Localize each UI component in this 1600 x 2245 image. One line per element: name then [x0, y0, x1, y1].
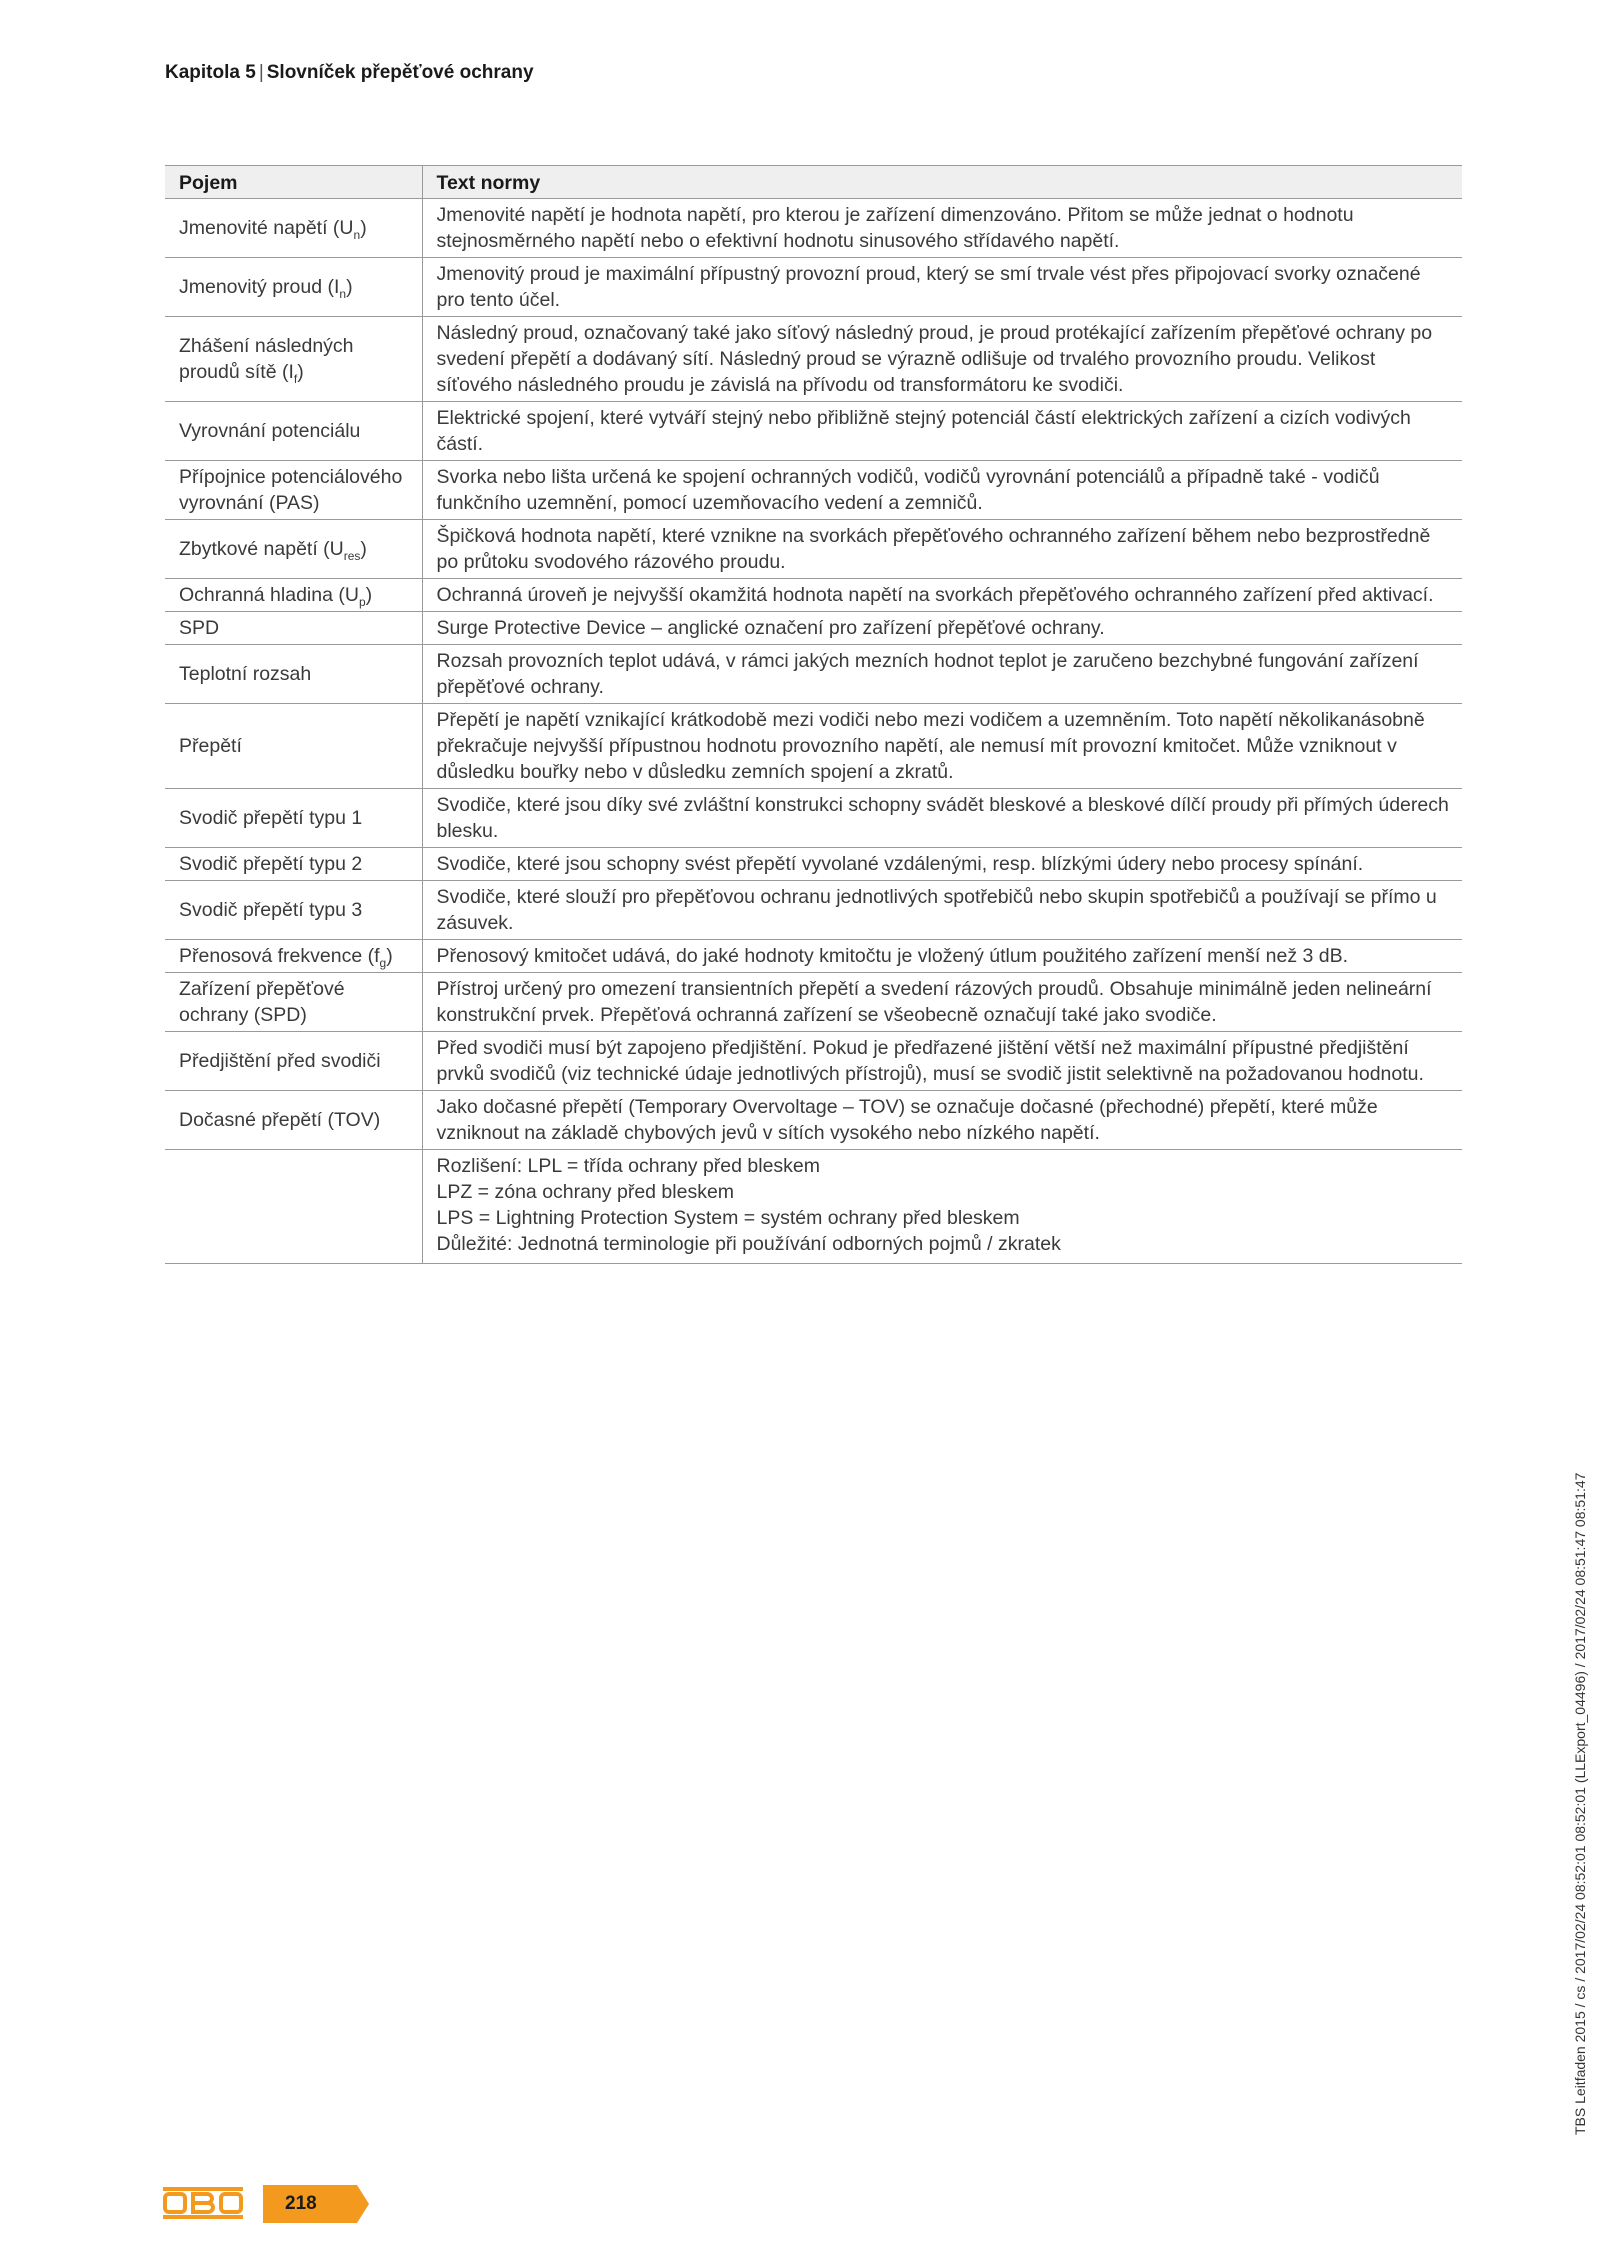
term-suffix: )	[365, 584, 373, 606]
term-text: Svodič přepětí typu 2	[179, 853, 363, 875]
chapter-header	[165, 62, 534, 84]
term-cell	[165, 402, 422, 461]
definition-cell: Svorka nebo lišta určená ke spojení ochranných vodičů, vodičů vyrovnání potenciálů a případně také - vodičů funkčního uzemnění, pomocí uzemňovacího vedení a zemničů.	[422, 461, 1462, 520]
column-header-term: Pojem	[165, 166, 422, 199]
term-cell	[165, 940, 422, 973]
term-text: Vyrovnání potenciálu	[179, 420, 361, 442]
term-text: Jmenovitý proud (I	[179, 276, 340, 298]
term-cell	[165, 645, 422, 704]
term-text: Přípojnice potenciálového vyrovnání (PAS)	[179, 466, 403, 514]
term-text: Jmenovité napětí (U	[179, 217, 354, 239]
notes-cell	[422, 1150, 1462, 1264]
term-text: Ochranná hladina (U	[179, 584, 359, 606]
term-cell	[165, 317, 422, 402]
term-subscript: p	[358, 594, 366, 609]
term-suffix: )	[346, 276, 353, 298]
table-row	[165, 317, 1462, 402]
term-text: Přenosová frekvence (f	[179, 945, 380, 967]
term-subscript: g	[379, 955, 387, 970]
term-cell	[165, 789, 422, 848]
definition-cell: Před svodiči musí být zapojeno předjištění. Pokud je předřazené jištění větší než maximální přípustné předjištění prvků svodičů (viz technické údaje jednotlivých přístrojů), musí se svodič jistit selektivně na požadovanou hodnotu.	[422, 1032, 1462, 1091]
definition-cell: Svodiče, které slouží pro přepěťovou ochranu jednotlivých spotřebičů nebo skupin spotřebičů a používají se přímo u zásuvek.	[422, 881, 1462, 940]
definition-cell: Elektrické spojení, které vytváří stejný nebo přibližně stejný potenciál částí elektrických zařízení a cizích vodivých částí.	[422, 402, 1462, 461]
term-suffix: )	[360, 217, 367, 239]
definition-cell: Přepětí je napětí vznikající krátkodobě mezi vodiči nebo mezi vodičem a uzemněním. Toto napětí několikanásobně překračuje nejvyšší přípustnou hodnotu provozního napětí, ale nemusí mít provozní kmitočet. Může vzniknout v důsledku bouřky nebo v důsledku zemních spojení a zkratů.	[422, 704, 1462, 789]
empty-term-cell	[165, 1150, 422, 1264]
definition-cell: Jmenovitý proud je maximální přípustný provozní proud, který se smí trvale vést přes připojovací svorky označené pro tento účel.	[422, 258, 1462, 317]
chapter-title: Slovníček přepěťové ochrany	[266, 62, 534, 83]
glossary-table	[165, 165, 1462, 1264]
note-line: LPS = Lightning Protection System = systém ochrany před bleskem	[436, 1207, 1020, 1229]
term-cell	[165, 579, 422, 612]
term-cell	[165, 612, 422, 645]
table-row	[165, 461, 1462, 520]
notes-row	[165, 1150, 1462, 1264]
term-suffix: )	[386, 945, 393, 967]
term-text: Teplotní rozsah	[179, 663, 312, 685]
table-row	[165, 579, 1462, 612]
term-cell	[165, 461, 422, 520]
table-row	[165, 789, 1462, 848]
term-text: Zařízení přepěťové ochrany (SPD)	[179, 978, 345, 1026]
obo-logo	[163, 2187, 243, 2219]
table-row	[165, 645, 1462, 704]
term-text: Dočasné přepětí (TOV)	[179, 1109, 381, 1131]
term-cell	[165, 1032, 422, 1091]
term-cell	[165, 258, 422, 317]
term-subscript: res	[343, 548, 361, 563]
header-separator: |	[258, 62, 264, 83]
definition-cell: Rozsah provozních teplot udává, v rámci jakých mezních hodnot teplot je zaručeno bezchybné fungování zařízení přepěťové ochrany.	[422, 645, 1462, 704]
table-row	[165, 258, 1462, 317]
term-cell	[165, 881, 422, 940]
note-line: LPZ = zóna ochrany před bleskem	[436, 1181, 735, 1203]
term-text: Svodič přepětí typu 1	[179, 807, 363, 829]
note-line: Důležité: Jednotná terminologie při používání odborných pojmů / zkratek	[436, 1233, 1061, 1255]
definition-cell: Přístroj určený pro omezení transientních přepětí a svedení rázových proudů. Obsahuje minimálně jeden nelineární konstrukční prvek. Přepěťová ochranná zařízení se všeobecně označují také jako svodiče.	[422, 973, 1462, 1032]
term-subscript: n	[353, 227, 361, 242]
term-subscript: f	[293, 371, 298, 386]
table-row	[165, 704, 1462, 789]
definition-cell: Jmenovité napětí je hodnota napětí, pro kterou je zařízení dimenzováno. Přitom se může jednat o hodnotu stejnosměrného napětí nebo o efektivní hodnotu sinusového střídavého napětí.	[422, 199, 1462, 258]
definition-cell: Svodiče, které jsou schopny svést přepětí vyvolané vzdálenými, resp. blízkými údery nebo procesy spínání.	[422, 848, 1462, 881]
term-cell	[165, 704, 422, 789]
table-row	[165, 1091, 1462, 1150]
table-row	[165, 940, 1462, 973]
note-line: Rozlišení: LPL = třída ochrany před bleskem	[436, 1155, 821, 1177]
term-text: SPD	[179, 617, 220, 639]
term-subscript: n	[339, 286, 347, 301]
table-row	[165, 848, 1462, 881]
term-text: Svodič přepětí typu 3	[179, 899, 363, 921]
table-row	[165, 402, 1462, 461]
table-row	[165, 199, 1462, 258]
term-suffix: )	[297, 361, 304, 383]
definition-cell: Špičková hodnota napětí, které vznikne na svorkách přepěťového ochranného zařízení během nebo bezprostředně po průtoku svodového rázového proudu.	[422, 520, 1462, 579]
table-row	[165, 881, 1462, 940]
term-text: Předjištění před svodiči	[179, 1050, 381, 1072]
definition-cell: Svodiče, které jsou díky své zvláštní konstrukci schopny svádět bleskové a bleskové dílčí proudy při přímých úderech blesku.	[422, 789, 1462, 848]
term-text: Zbytkové napětí (U	[179, 538, 344, 560]
definition-cell: Následný proud, označovaný také jako síťový následný proud, je proud protékající zařízením přepěťové ochrany po svedení přepětí a dodávaný sítí. Následný proud se výrazně odlišuje od trvalého provozního proudu. Velikost síťového následného proudu je závislá na přívodu od transformátoru ke svodiči.	[422, 317, 1462, 402]
term-cell	[165, 1091, 422, 1150]
table-header-row	[165, 166, 1462, 199]
definition-cell: Jako dočasné přepětí (Temporary Overvoltage – TOV) se označuje dočasné (přechodné) přepětí, které může vzniknout na základě chybových jevů v sítích vysokého nebo nízkého napětí.	[422, 1091, 1462, 1150]
definition-cell: Přenosový kmitočet udává, do jaké hodnoty kmitočtu je vložený útlum použitého zařízení menší než 3 dB.	[422, 940, 1462, 973]
term-text: Přepětí	[179, 735, 242, 757]
side-imprint: TBS Leitfaden 2015 / cs / 2017/02/24 08:52:01 08:52:01 (LLExport_04496) / 2017/02/24 08:51:47 08:51:47	[1572, 1472, 1588, 2135]
glossary-body	[165, 199, 1462, 1264]
term-cell	[165, 199, 422, 258]
page-number: 218	[285, 2193, 317, 2214]
term-text: Zhášení následných proudů sítě (I	[179, 335, 354, 383]
definition-cell: Ochranná úroveň je nejvyšší okamžitá hodnota napětí na svorkách přepěťového ochranného zařízení před aktivací.	[422, 579, 1462, 612]
table-row	[165, 973, 1462, 1032]
chapter-label: Kapitola 5	[165, 62, 256, 83]
term-suffix: )	[360, 538, 367, 560]
term-cell	[165, 520, 422, 579]
column-header-definition: Text normy	[422, 166, 1462, 199]
term-cell	[165, 848, 422, 881]
table-row	[165, 612, 1462, 645]
table-row	[165, 520, 1462, 579]
definition-cell: Surge Protective Device – anglické označení pro zařízení přepěťové ochrany.	[422, 612, 1462, 645]
term-cell	[165, 973, 422, 1032]
table-row	[165, 1032, 1462, 1091]
